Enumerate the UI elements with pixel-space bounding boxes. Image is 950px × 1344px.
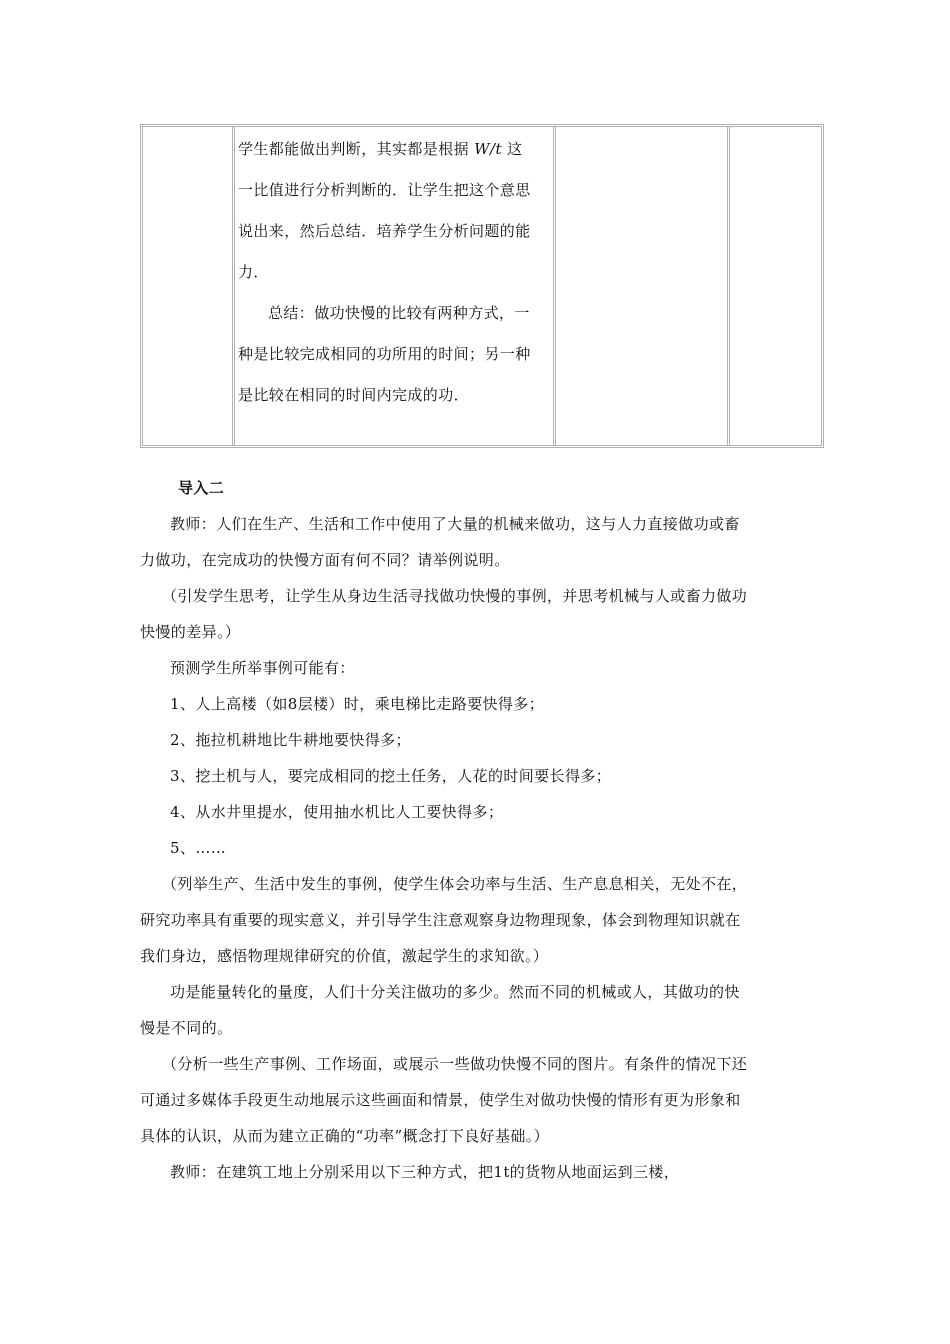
table-cell-line: 学生都能做出判断，其实都是根据 W/t 这 <box>238 140 523 158</box>
paragraph-line: 研究功率具有重要的现实意义，并引导学生注意观察身边物理现象，体会到物理知识就在 <box>140 911 741 929</box>
paragraph-line: 教师：人们在生产、生活和工作中使用了大量的机械来做功，这与人力直接做功或畜 <box>170 515 740 533</box>
list-item: 5、…… <box>170 839 227 857</box>
table-cell-content <box>238 129 556 416</box>
table-column-divider <box>727 127 730 445</box>
paragraph-line: 力做功，在完成功的快慢方面有何不同？请举例说明。 <box>140 551 510 569</box>
table-cell-line: 是比较在相同的时间内完成的功． <box>238 386 470 404</box>
paragraph-line: （分析一些生产事例、工作场面，或展示一些做功快慢不同的图片。有条件的情况下还 <box>162 1055 748 1073</box>
paragraph-line: 可通过多媒体手段更生动地展示这些画面和情景，使学生对做功快慢的情形有更为形象和 <box>140 1091 741 1109</box>
table-column-divider <box>232 127 235 445</box>
table-cell-line: 说出来，然后总结．培养学生分析问题的能 <box>238 222 531 240</box>
formula: W/t <box>474 140 502 158</box>
list-item: 4、从水井里提水，使用抽水机比人工要快得多； <box>170 803 504 821</box>
table-cell-line: 力． <box>238 263 269 281</box>
paragraph-line: （引发学生思考，让学生从身边生活寻找做功快慢的事例，并思考机械与人或畜力做功 <box>162 587 748 605</box>
list-item: 1、人上高楼（如8层楼）时，乘电梯比走路要快得多； <box>170 695 545 713</box>
paragraph-line: 快慢的差异。） <box>140 623 241 641</box>
paragraph-line: 慢是不同的。 <box>140 1019 233 1037</box>
table-cell-line: 种是比较完成相同的功所用的时间；另一种 <box>238 345 531 363</box>
table-cell-line: 一比值进行分析判断的．让学生把这个意思 <box>238 181 531 199</box>
list-item: 3、挖土机与人，要完成相同的挖土任务，人花的时间要长得多； <box>170 767 612 785</box>
paragraph-line: （列举生产、生活中发生的事例，使学生体会功率与生活、生产息息相关，无处不在， <box>162 875 748 893</box>
table-cell-line: 总结：做功快慢的比较有两种方式，一 <box>268 304 530 322</box>
document-body <box>140 470 820 1190</box>
paragraph-line: 教师：在建筑工地上分别采用以下三种方式，把1t的货物从地面运到三楼， <box>170 1163 680 1181</box>
paragraph-line: 具体的认识，从而为建立正确的“功率”概念打下良好基础。） <box>140 1127 550 1145</box>
paragraph-line: 我们身边，感悟物理规律研究的价值，激起学生的求知欲。） <box>140 947 549 965</box>
paragraph-line: 功是能量转化的量度，人们十分关注做功的多少。然而不同的机械或人，其做功的快 <box>170 983 740 1001</box>
list-item: 2、拖拉机耕地比牛耕地要快得多； <box>170 731 411 749</box>
lesson-table <box>140 124 824 448</box>
paragraph-line: 预测学生所举事例可能有： <box>170 659 355 677</box>
section-heading: 导入二 <box>178 479 225 497</box>
